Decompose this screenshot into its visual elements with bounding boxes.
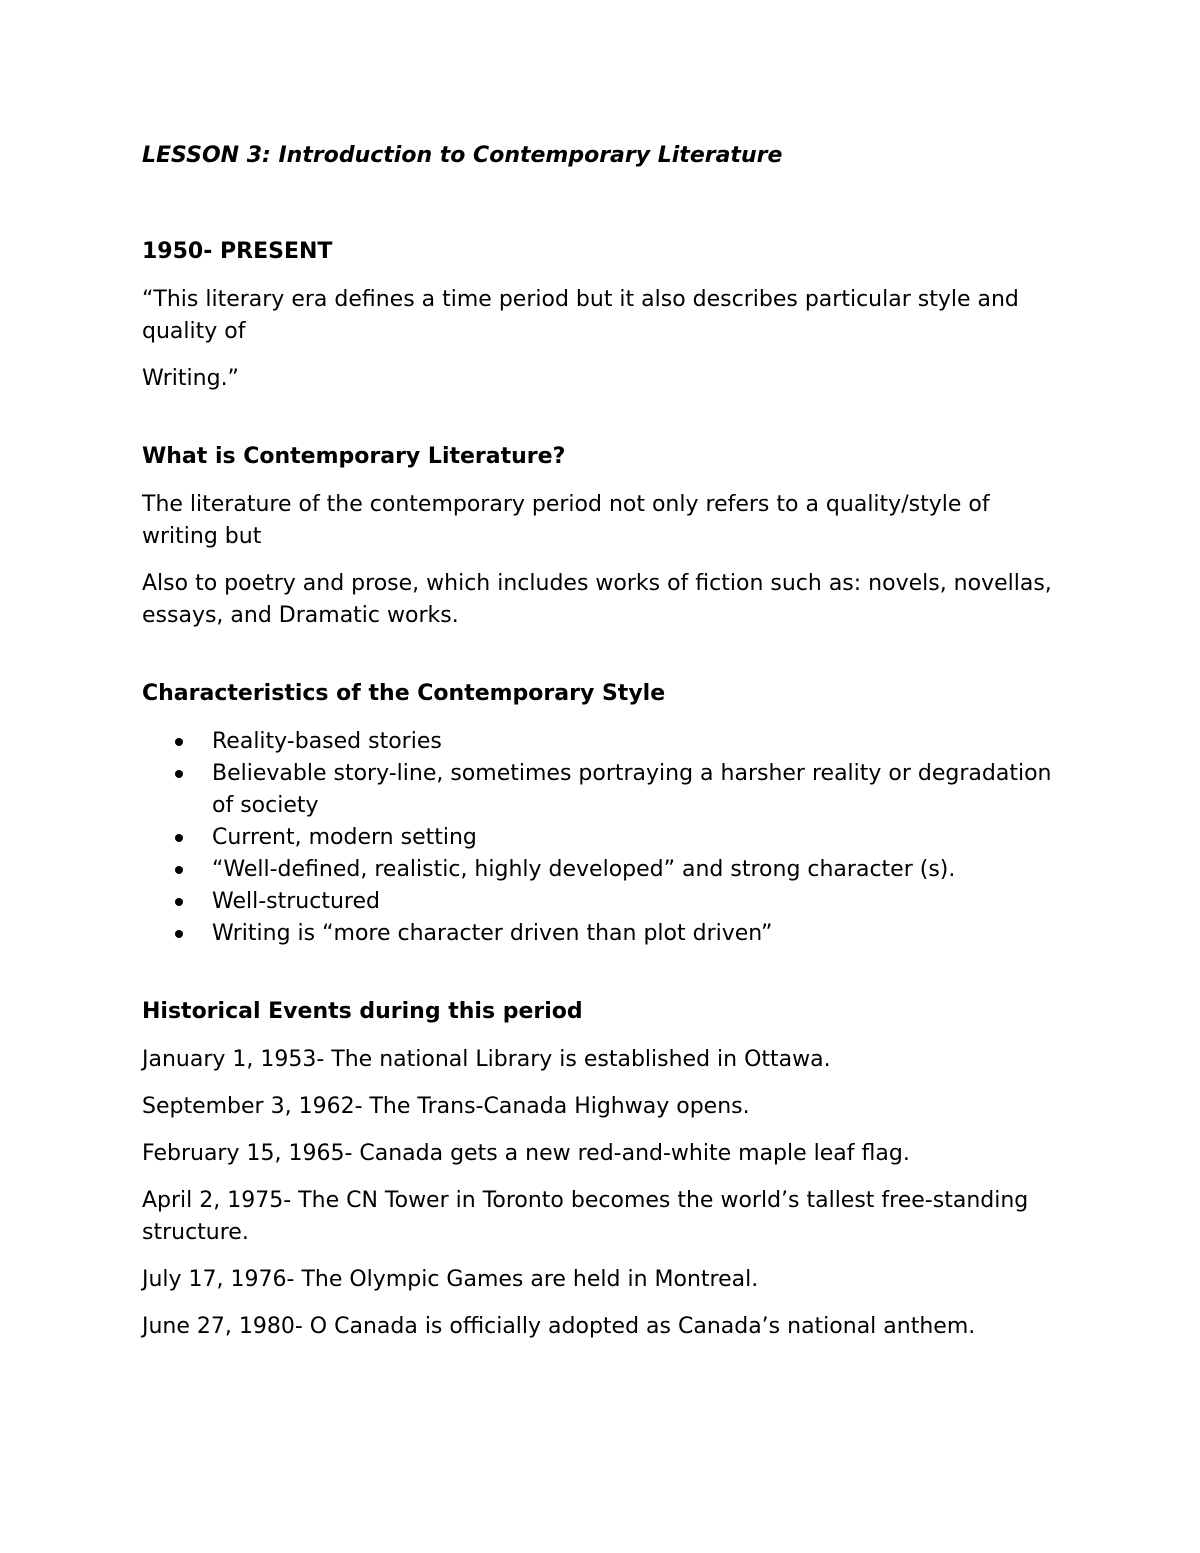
era-quote-line-2: Writing.” <box>142 366 239 391</box>
era-heading: 1950- PRESENT <box>142 239 333 264</box>
event-item: April 2, 1975- The CN Tower in Toronto becomes the world’s tallest free-standing structure. <box>142 1188 1029 1245</box>
list-item-text: “Well-defined, realistic, highly developed” and strong character (s). <box>212 857 956 882</box>
definition-paragraph-2: Also to poetry and prose, which includes works of fiction such as: novels, novellas, essays, and Dramatic works. <box>142 571 1052 628</box>
event-item: July 17, 1976- The Olympic Games are held in Montreal. <box>142 1267 759 1292</box>
list-item <box>212 918 1062 950</box>
definition-paragraph-1: The literature of the contemporary period not only refers to a quality/style of writing but <box>142 492 990 549</box>
bullet-icon <box>175 738 183 746</box>
list-item-text: Reality-based stories <box>212 729 442 754</box>
bullet-icon <box>175 834 183 842</box>
list-item <box>212 726 1062 758</box>
definition-heading: What is Contemporary Literature? <box>142 444 566 469</box>
event-item: January 1, 1953- The national Library is established in Ottawa. <box>142 1047 831 1072</box>
list-item-text: Writing is “more character driven than plot driven” <box>212 921 773 946</box>
event-item: September 3, 1962- The Trans-Canada Highway opens. <box>142 1094 750 1119</box>
bullet-icon <box>175 866 183 874</box>
list-item <box>212 886 1062 918</box>
event-item: June 27, 1980- O Canada is officially adopted as Canada’s national anthem. <box>142 1314 976 1339</box>
list-item-text: Current, modern setting <box>212 825 477 850</box>
list-item <box>212 758 1062 822</box>
characteristics-list <box>142 726 1062 950</box>
lesson-title: LESSON 3: Introduction to Contemporary Literature <box>142 143 783 168</box>
list-item <box>212 822 1062 854</box>
bullet-icon <box>175 898 183 906</box>
list-item-text: Well-structured <box>212 889 380 914</box>
era-quote-line-1: “This literary era defines a time period but it also describes particular style and quality of <box>142 287 1019 344</box>
list-item <box>212 854 1062 886</box>
events-heading: Historical Events during this period <box>142 999 583 1024</box>
characteristics-heading: Characteristics of the Contemporary Style <box>142 681 666 706</box>
bullet-icon <box>175 930 183 938</box>
document-body <box>142 140 1062 1358</box>
list-item-text: Believable story-line, sometimes portraying a harsher reality or degradation of society <box>212 761 1052 818</box>
event-item: February 15, 1965- Canada gets a new red-and-white maple leaf flag. <box>142 1141 910 1166</box>
bullet-icon <box>175 770 183 778</box>
